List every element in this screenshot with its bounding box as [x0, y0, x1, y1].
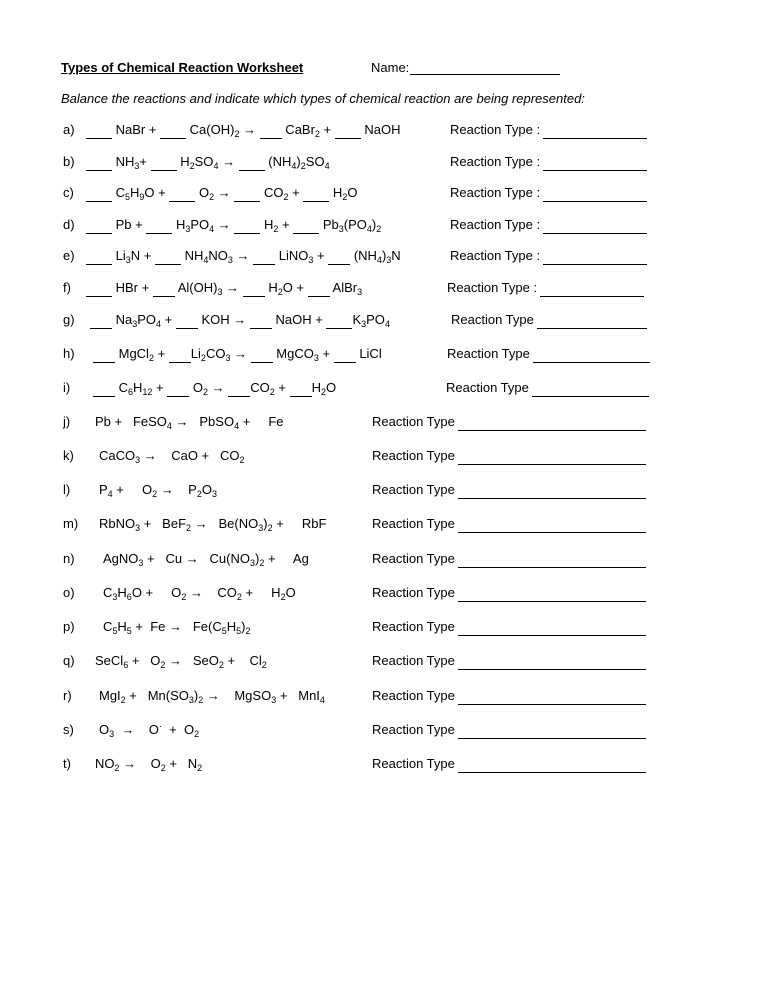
- name-label: Name:: [371, 60, 410, 75]
- reaction-type-field[interactable]: [372, 755, 646, 773]
- reaction-type-label: Reaction Type: [372, 688, 455, 703]
- reaction-type-field[interactable]: [372, 447, 646, 465]
- reaction-type-field[interactable]: [447, 345, 650, 363]
- reaction-type-label: Reaction Type :: [450, 217, 541, 232]
- equation: $MgI_2 + Mn(SO_3)_2$ → MgSO$_3$ + MnI$_4$: [99, 688, 325, 705]
- equation: $NO_2$ → $O_2 + N_2$: [95, 756, 203, 773]
- reaction-type-field[interactable]: [372, 515, 646, 533]
- item-letter: r): [63, 688, 72, 703]
- reaction-type-field[interactable]: [451, 311, 647, 329]
- equation: $C_5H_9O + O_2 \to CO_2 + H_2O$: [86, 184, 357, 202]
- item-letter: c): [63, 185, 74, 200]
- item-letter: p): [63, 619, 75, 634]
- item-letter: e): [63, 248, 75, 263]
- instructions: Balance the reactions and indicate which types of chemical reaction are being represented:: [61, 91, 585, 106]
- reaction-row-k: [0, 447, 758, 467]
- reaction-row-m: [0, 515, 758, 535]
- reaction-type-blank[interactable]: [458, 759, 646, 773]
- reaction-type-label: Reaction Type: [447, 346, 530, 361]
- reaction-type-field[interactable]: [450, 153, 647, 171]
- reaction-type-label: Reaction Type :: [450, 185, 541, 200]
- equation: $Pb + H_3PO_4 \to H_2 + Pb_3(PO_4)_2$: [86, 216, 381, 234]
- reaction-type-blank[interactable]: [543, 157, 647, 171]
- reaction-type-field[interactable]: [372, 584, 646, 602]
- reaction-type-label: Reaction Type: [372, 585, 455, 600]
- item-letter: t): [63, 756, 71, 771]
- reaction-type-label: Reaction Type: [372, 619, 455, 634]
- equation: Pb + FeSO$_4$ → PbSO$_4$ + Fe: [95, 414, 284, 431]
- item-letter: m): [63, 516, 79, 531]
- item-letter: b): [63, 154, 75, 169]
- worksheet-title: [61, 60, 303, 75]
- reaction-type-blank[interactable]: [458, 691, 646, 705]
- equation: RbNO$_3$ + $BeF_2 \to Be(NO_3)_2$ + RbF: [99, 516, 327, 533]
- item-letter: j): [63, 414, 71, 429]
- reaction-type-field[interactable]: [450, 247, 647, 265]
- reaction-type-blank[interactable]: [540, 283, 644, 297]
- reaction-type-label: Reaction Type: [372, 448, 455, 463]
- reaction-type-label: Reaction Type: [372, 653, 455, 668]
- equation: $Na_3PO_4$ + KOH → NaOH + $K_3PO_4$: [90, 311, 390, 329]
- reaction-row-p: [0, 618, 758, 638]
- reaction-type-blank[interactable]: [458, 519, 646, 533]
- reaction-type-field[interactable]: [372, 721, 646, 739]
- reaction-row-g: [0, 311, 758, 331]
- reaction-row-l: [0, 481, 758, 501]
- reaction-type-blank[interactable]: [543, 251, 647, 265]
- reaction-type-blank[interactable]: [458, 451, 646, 465]
- reaction-type-field[interactable]: [372, 618, 646, 636]
- reaction-type-blank[interactable]: [533, 349, 650, 363]
- reaction-type-label: Reaction Type: [372, 516, 455, 531]
- reaction-row-s: [0, 721, 758, 741]
- equation: NaBr + $Ca(OH)_2$ → CaBr$_2$ + NaOH: [86, 121, 401, 139]
- reaction-row-d: [0, 216, 758, 236]
- reaction-type-label: Reaction Type: [372, 551, 455, 566]
- reaction-row-f: [0, 279, 758, 299]
- item-letter: s): [63, 722, 74, 737]
- item-letter: q): [63, 653, 75, 668]
- reaction-type-blank[interactable]: [458, 725, 646, 739]
- name-field[interactable]: [371, 60, 560, 75]
- item-letter: i): [63, 380, 71, 395]
- reaction-type-field[interactable]: [372, 481, 646, 499]
- reaction-type-blank[interactable]: [458, 554, 646, 568]
- reaction-type-label: Reaction Type :: [450, 248, 541, 263]
- reaction-type-field[interactable]: [450, 121, 647, 139]
- reaction-type-field[interactable]: [372, 413, 646, 431]
- item-letter: n): [63, 551, 75, 566]
- reaction-type-blank[interactable]: [543, 220, 647, 234]
- reaction-row-a: [0, 121, 758, 141]
- reaction-row-r: [0, 687, 758, 707]
- reaction-type-field[interactable]: [372, 652, 646, 670]
- reaction-row-e: [0, 247, 758, 267]
- equation: $O_3$ → $O^\cdot + O_2$: [99, 721, 200, 739]
- reaction-type-field[interactable]: [372, 687, 646, 705]
- equation: $NH_3+ H_2SO_4 \to (NH_4)_2SO_4$: [86, 153, 330, 171]
- equation: CaCO$_3$ → CaO + $CO_2$: [99, 448, 245, 465]
- reaction-row-b: [0, 153, 758, 173]
- reaction-type-field[interactable]: [450, 216, 647, 234]
- reaction-row-o: [0, 584, 758, 604]
- reaction-type-field[interactable]: [447, 279, 644, 297]
- reaction-type-blank[interactable]: [458, 417, 646, 431]
- reaction-type-field[interactable]: [446, 379, 649, 397]
- reaction-type-blank[interactable]: [543, 188, 647, 202]
- name-blank-line[interactable]: [410, 61, 560, 75]
- reaction-type-blank[interactable]: [543, 125, 647, 139]
- equation: $C_5H_5 + Fe \to Fe(C_5H_5)_2$: [103, 619, 251, 636]
- reaction-row-q: [0, 652, 758, 672]
- equation: $C_6H_{12} + O_2 \to CO_2 + H_2O$: [93, 379, 336, 397]
- reaction-row-n: [0, 550, 758, 570]
- reaction-type-label: Reaction Type: [372, 414, 455, 429]
- reaction-type-label: Reaction Type: [372, 722, 455, 737]
- reaction-type-blank[interactable]: [458, 622, 646, 636]
- item-letter: d): [63, 217, 75, 232]
- equation: MgCl$_2$ + $Li_2CO_3$ → MgCO$_3$ + LiCl: [93, 345, 382, 363]
- equation: $C_3H_6O$ + $O_2$ → $CO_2$ + $H_2O$: [103, 585, 296, 602]
- reaction-type-field[interactable]: [450, 184, 647, 202]
- reaction-type-label: Reaction Type :: [450, 122, 541, 137]
- item-letter: f): [63, 280, 71, 295]
- reaction-row-c: [0, 184, 758, 204]
- reaction-row-i: [0, 379, 758, 399]
- reaction-type-blank[interactable]: [458, 588, 646, 602]
- reaction-row-t: [0, 755, 758, 775]
- equation: $Li_3N + NH_4NO_3$ → LiNO$_3$ + $(NH_4)_3N$: [86, 247, 401, 265]
- item-letter: h): [63, 346, 75, 361]
- reaction-type-label: Reaction Type: [372, 756, 455, 771]
- reaction-type-label: Reaction Type: [372, 482, 455, 497]
- reaction-type-blank[interactable]: [532, 383, 649, 397]
- reaction-type-label: Reaction Type: [451, 312, 534, 327]
- title-text: Types of Chemical Reaction Worksheet: [61, 60, 304, 75]
- reaction-row-h: [0, 345, 758, 365]
- item-letter: o): [63, 585, 75, 600]
- reaction-type-blank[interactable]: [537, 315, 647, 329]
- reaction-type-label: Reaction Type :: [447, 280, 538, 295]
- item-letter: l): [63, 482, 71, 497]
- reaction-type-blank[interactable]: [458, 656, 646, 670]
- reaction-type-field[interactable]: [372, 550, 646, 568]
- reaction-type-blank[interactable]: [458, 485, 646, 499]
- equation: HBr + $Al(OH)_3 \to H_2O$ + AlBr$_3$: [86, 279, 362, 297]
- item-letter: a): [63, 122, 75, 137]
- item-letter: k): [63, 448, 74, 463]
- equation: AgNO$_3$ + $Cu \to Cu(NO_3)_2$ + Ag: [103, 551, 309, 568]
- reaction-type-label: Reaction Type :: [450, 154, 541, 169]
- reaction-type-label: Reaction Type: [446, 380, 529, 395]
- equation: $P_4$ + $O_2$ → $P_2O_3$: [99, 482, 217, 499]
- equation: SeCl$_6$ + $O_2 \to SeO_2$ + $Cl_2$: [95, 653, 267, 670]
- item-letter: g): [63, 312, 75, 327]
- reaction-row-j: [0, 413, 758, 433]
